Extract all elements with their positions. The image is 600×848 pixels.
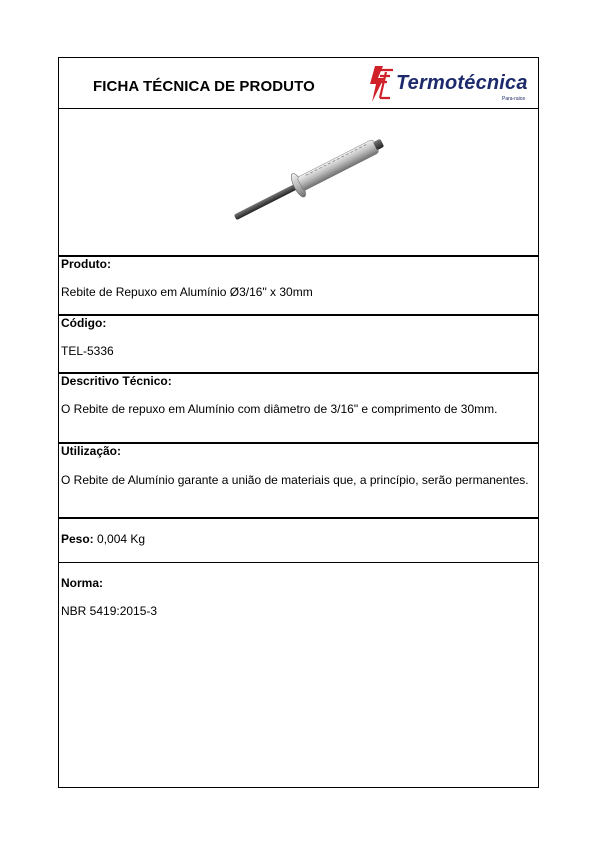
peso-row xyxy=(61,532,145,546)
te-lightning-icon xyxy=(366,64,396,104)
descritivo-value: O Rebite de repuxo em Alumínio com diâmetro de 3/16" e comprimento de 30mm. xyxy=(61,402,498,416)
norma-value: NBR 5419:2015-3 xyxy=(61,604,158,618)
utilizacao-value: O Rebite de Alumínio garante a união de materiais que, a princípio, serão permanentes. xyxy=(61,473,529,487)
codigo-value: TEL-5336 xyxy=(61,344,114,358)
utilizacao-label: Utilização: xyxy=(61,444,122,458)
produto-label: Produto: xyxy=(61,257,111,271)
norma-label: Norma: xyxy=(61,576,104,590)
divider xyxy=(59,442,538,444)
peso-label: Peso: xyxy=(61,532,94,546)
produto-value: Rebite de Repuxo em Alumínio Ø3/16" x 30mm xyxy=(61,285,313,299)
divider xyxy=(59,562,538,563)
divider xyxy=(59,314,538,316)
divider xyxy=(59,517,538,519)
codigo-label: Código: xyxy=(61,316,107,330)
descritivo-label: Descritivo Técnico: xyxy=(61,374,172,388)
peso-value: 0,004 Kg xyxy=(97,532,146,546)
logo-wordmark: Termotécnica xyxy=(396,72,528,94)
logo-subtitle: Para-raios xyxy=(502,96,526,102)
rivet-image xyxy=(209,133,399,233)
divider xyxy=(59,255,538,257)
product-sheet xyxy=(58,57,539,788)
brand-logo xyxy=(366,64,536,104)
page-title: FICHA TÉCNICA DE PRODUTO xyxy=(93,78,315,95)
divider xyxy=(59,108,538,109)
